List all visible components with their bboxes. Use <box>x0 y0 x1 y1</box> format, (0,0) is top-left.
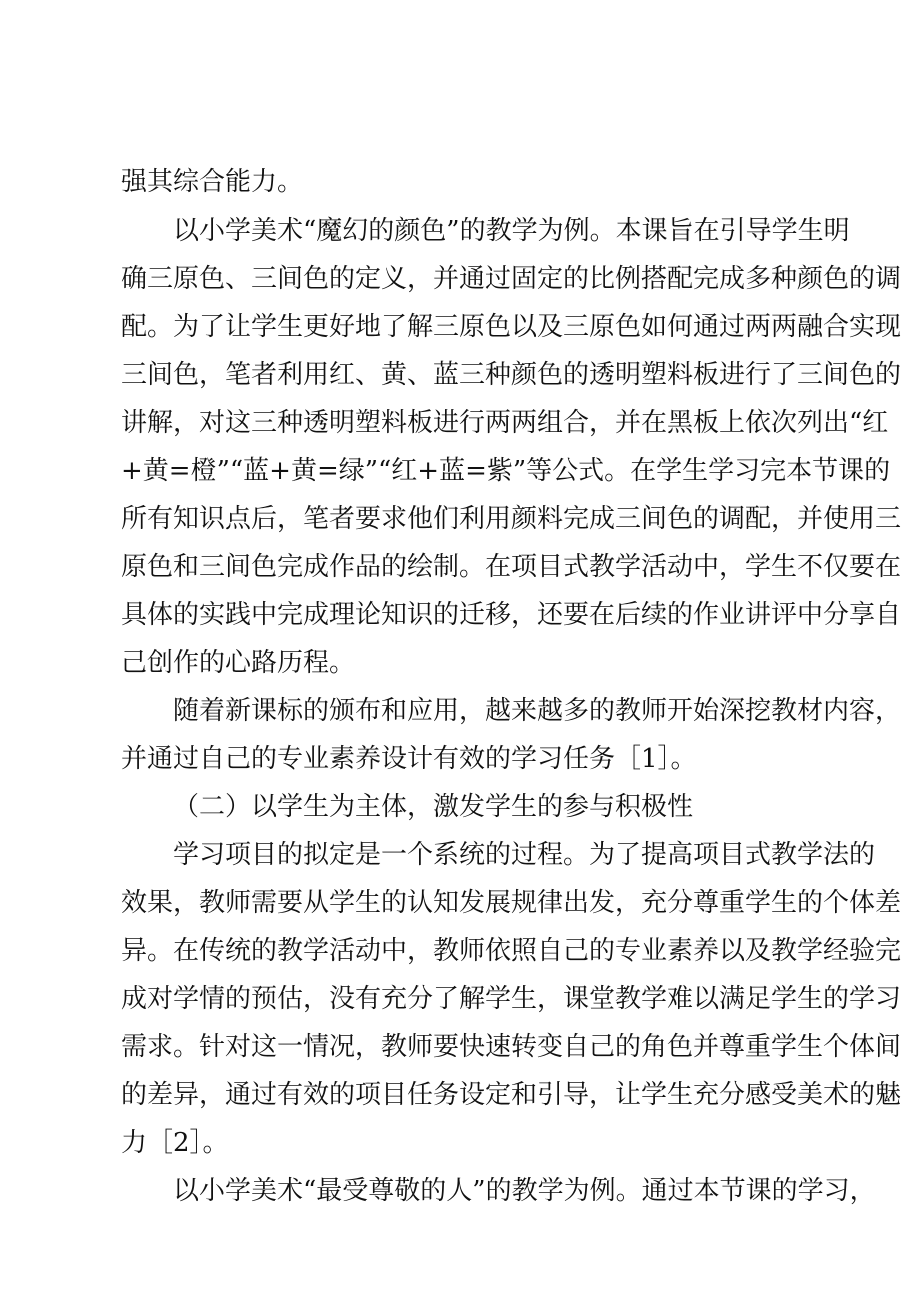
paragraph-line: 己创作的心路历程。 <box>121 648 356 678</box>
paragraph-line: 力［2］。 <box>121 1128 229 1158</box>
paragraph-line: 原色和三间色完成作品的绘制。在项目式教学活动中，学生不仅要在 <box>121 552 902 582</box>
paragraph-line: 异。在传统的教学活动中，教师依照自己的专业素养以及教学经验完 <box>121 936 902 966</box>
paragraph-line: 学习项目的拟定是一个系统的过程。为了提高项目式教学法的 <box>173 840 876 870</box>
paragraph-line: 随着新课标的颁布和应用，越来越多的教师开始深挖教材内容， <box>173 696 902 726</box>
paragraph-line: 三间色，笔者利用红、黄、蓝三种颜色的透明塑料板进行了三间色的 <box>121 360 902 390</box>
paragraph-line: 并通过自己的专业素养设计有效的学习任务［1］。 <box>121 744 697 774</box>
paragraph-line: 需求。针对这一情况，教师要快速转变自己的角色并尊重学生个体间 <box>121 1032 902 1062</box>
paragraph-line: 所有知识点后，笔者要求他们利用颜料完成三间色的调配，并使用三 <box>121 504 902 534</box>
paragraph-line: 讲解，对这三种透明塑料板进行两两组合，并在黑板上依次列出“红 <box>121 408 889 438</box>
paragraph-line: 以小学美术“最受尊敬的人”的教学为例。通过本节课的学习， <box>173 1176 876 1206</box>
paragraph-line: 配。为了让学生更好地了解三原色以及三原色如何通过两两融合实现 <box>121 312 902 342</box>
paragraph-line: +黄=橙”“蓝+黄=绿”“红+蓝=紫”等公式。在学生学习完本节课的 <box>121 456 891 486</box>
paragraph-line: 的差异，通过有效的项目任务设定和引导，让学生充分感受美术的魅 <box>121 1080 902 1110</box>
paragraph-line: 确三原色、三间色的定义，并通过固定的比例搭配完成多种颜色的调 <box>121 264 902 294</box>
paragraph-line: 具体的实践中完成理论知识的迁移，还要在后续的作业讲评中分享自 <box>121 600 902 630</box>
section-heading: （二）以学生为主体，激发学生的参与积极性 <box>173 792 694 822</box>
paragraph-line: 强其综合能力。 <box>121 167 304 197</box>
paragraph-line: 以小学美术“魔幻的颜色”的教学为例。本课旨在引导学生明 <box>173 216 850 246</box>
paragraph-line: 效果，教师需要从学生的认知发展规律出发，充分尊重学生的个体差 <box>121 888 902 918</box>
paragraph-line: 成对学情的预估，没有充分了解学生，课堂教学难以满足学生的学习 <box>121 984 902 1014</box>
